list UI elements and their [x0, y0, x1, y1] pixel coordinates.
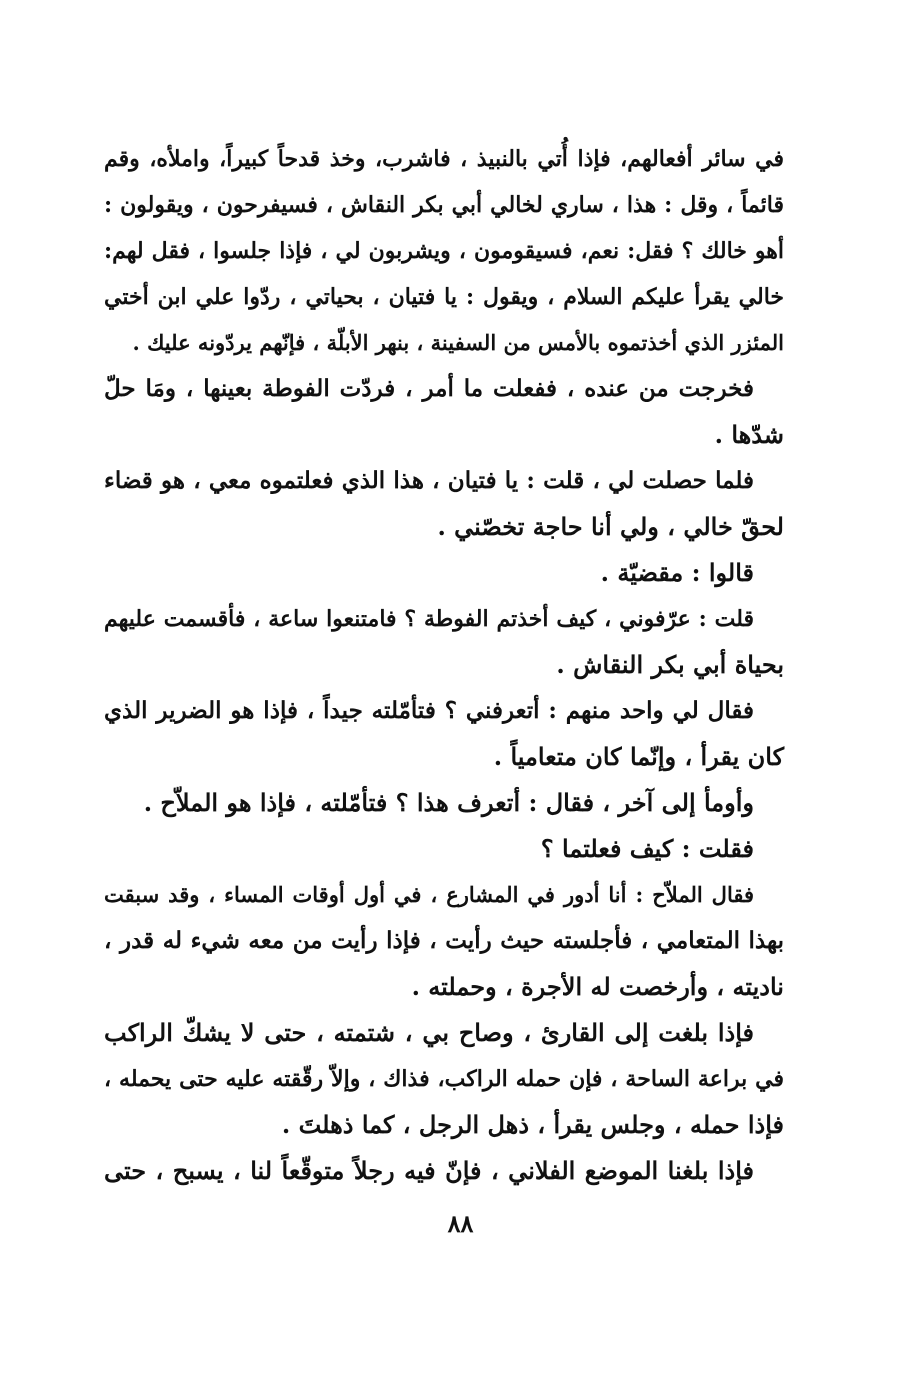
text-line: أهو خالك ؟ فقل: نعم، فسيقومون ، ويشربون لي ، فإذا جلسوا ، فقل لهم: [104, 238, 784, 264]
text-line: فقلت : كيف فعلتما ؟ [540, 834, 754, 863]
text-line: خالي يقرأ عليكم السلام ، ويقول : يا فتيان ، بحياتي ، ردّوا علي ابن أختي [104, 284, 784, 310]
text-line: قائماً ، وقل : هذا ، ساري لخالي أبي بكر النقاش ، فسيفرحون ، ويقولون : [104, 192, 784, 218]
text-line: قلت : عرّفوني ، كيف أخذتم الفوطة ؟ فامتنعوا ساعة ، فأقسمت عليهم [104, 606, 754, 632]
text-line: شدّها . [714, 420, 784, 449]
text-line: وأومأ إلى آخر ، فقال : أتعرف هذا ؟ فتأمّلته ، فإذا هو الملاّح . [143, 788, 754, 817]
text-line: فإذا بلغنا الموضع الفلاني ، فإنّ فيه رجلاً متوقّعاً لنا ، يسبح ، حتى [104, 1156, 754, 1185]
text-line: فخرجت من عنده ، ففعلت ما أمر ، فردّت الفوطة بعينها ، ومَا حلّ [104, 375, 754, 402]
text-line: بحياة أبي بكر النقاش . [556, 650, 784, 679]
text-line: ناديته ، وأرخصت له الأجرة ، وحملته . [411, 972, 784, 1001]
text-line: لحقّ خالي ، ولي أنا حاجة تخصّني . [437, 512, 784, 541]
text-line: فإذا حمله ، وجلس يقرأ ، ذهل الرجل ، كما ذهلتَ . [281, 1110, 784, 1139]
text-line: فقال لي واحد منهم : أتعرفني ؟ فتأمّلته جيداً ، فإذا هو الضرير الذي [104, 697, 754, 724]
text-line: فقال الملاّح : أنا أدور في المشارع ، في أول أوقات المساء ، وقد سبقت [104, 882, 754, 907]
text-line: بهذا المتعامي ، فأجلسته حيث رأيت ، فإذا رأيت من معه شيء له قدر ، [104, 927, 784, 954]
text-line: قالوا : مقضيّة . [600, 558, 754, 587]
text-line: في براعة الساحة ، فإن حمله الراكب، فذاك ، وإلاّ رقّقته عليه حتى يحمله ، [104, 1066, 784, 1092]
page-number: ٨٨ [447, 1209, 474, 1238]
body-text [104, 136, 784, 1194]
text-line: المئزر الذي أخذتموه بالأمس من السفينة ، بنهر الأبلّة ، فإنّهم يردّونه عليك . [132, 330, 784, 355]
text-line: كان يقرأ ، وإنّما كان متعامياً . [493, 742, 784, 771]
text-line: فإذا بلغت إلى القارئ ، وصاح بي ، شتمته ، حتى لا يشكّ الراكب [104, 1018, 754, 1047]
text-line: فلما حصلت لي ، قلت : يا فتيان ، هذا الذي فعلتموه معي ، هو قضاء [104, 467, 754, 494]
text-line: في سائر أفعالهم، فإذا أُتي بالنبيذ ، فاشرب، وخذ قدحاً كبيراً، واملأه، وقم [104, 146, 784, 172]
